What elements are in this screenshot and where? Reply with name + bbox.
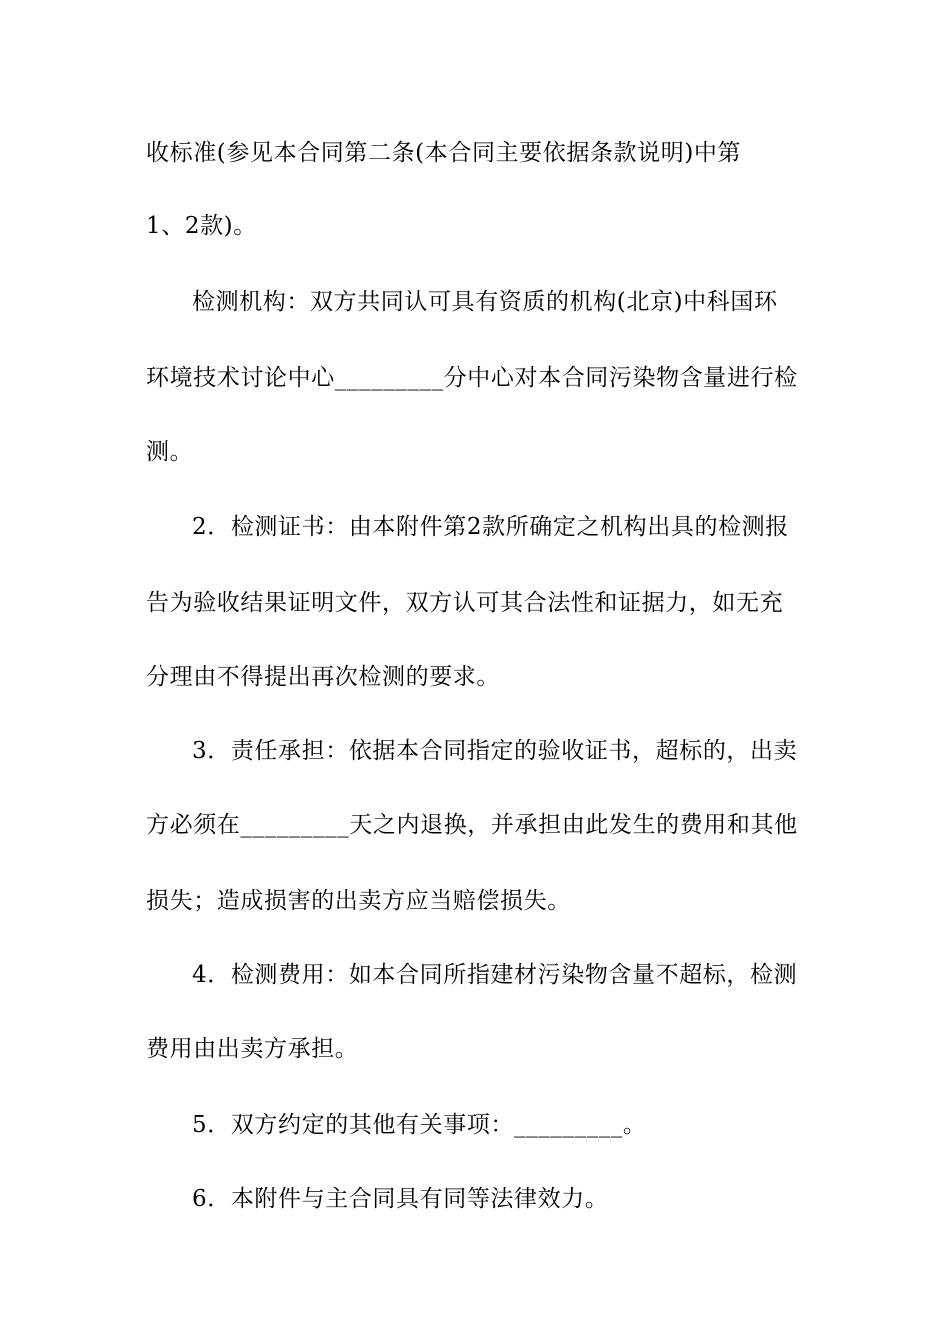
- text-line: 1、2款)。: [146, 213, 257, 239]
- paragraph-start-line: 3．责任承担：依据本合同指定的验收证书，超标的，出卖: [192, 738, 798, 764]
- text-line: 分理由不得提出再次检测的要求。: [146, 664, 500, 690]
- paragraph-start-line: 5．双方约定的其他有关事项：_________。: [192, 1112, 647, 1138]
- paragraph-start-line: 检测机构：双方共同认可具有资质的机构(北京)中科国环: [192, 289, 778, 315]
- paragraph-start-line: 4．检测费用：如本合同所指建材污染物含量不超标，检测: [192, 962, 798, 988]
- paragraph-start-line: 2．检测证书：由本附件第2款所确定之机构出具的检测报: [192, 514, 789, 540]
- text-line: 告为验收结果证明文件，双方认可其合法性和证据力，如无充: [146, 590, 784, 616]
- text-line: 费用由出卖方承担。: [146, 1036, 359, 1062]
- paragraph-start-line: 6．本附件与主合同具有同等法律效力。: [192, 1186, 609, 1212]
- text-line: 测。: [146, 439, 194, 465]
- text-line: 损失；造成损害的出卖方应当赔偿损失。: [146, 888, 571, 914]
- text-line: 环境技术讨论中心_________分中心对本合同污染物含量进行检: [146, 365, 798, 391]
- text-line: 方必须在_________天之内退换，并承担由此发生的费用和其他: [146, 812, 798, 838]
- text-line: 收标准(参见本合同第二条(本合同主要依据条款说明)中第: [146, 140, 742, 166]
